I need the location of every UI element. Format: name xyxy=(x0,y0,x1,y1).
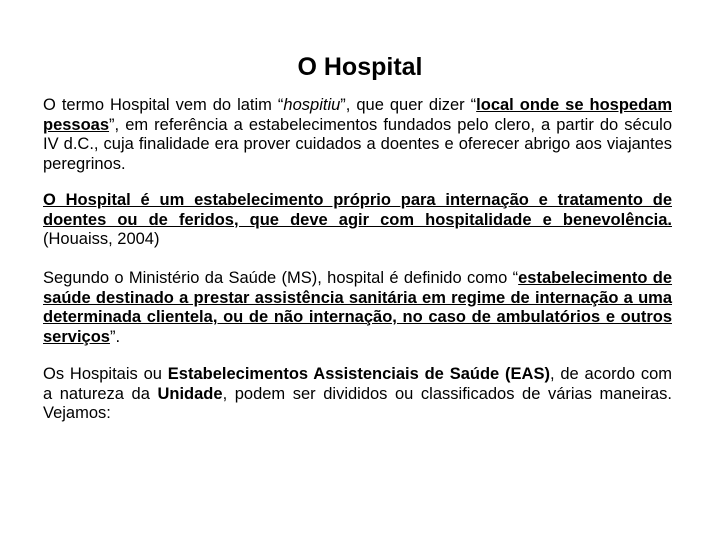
text-segment: , podem ser divididos ou classificados de várias maneiras. Vejamos: xyxy=(43,384,672,422)
text-segment: Os Hospitais ou xyxy=(43,365,168,383)
unidade-emphasis: Unidade xyxy=(157,384,223,403)
latin-term: hospitiu xyxy=(283,96,341,114)
paragraph-definition-houaiss xyxy=(43,191,672,250)
text-segment: O termo Hospital vem do latim “ xyxy=(43,96,284,114)
text-segment: ”. xyxy=(109,327,121,346)
paragraph-etymology xyxy=(43,96,672,174)
paragraph-definition-ms xyxy=(43,269,672,347)
ms-definition-emphasis: estabelecimento de saúde destinado a prestar assistência sanitária em regime de internação a uma determinada clientela, ou de não internação, no caso de ambulatórios e outros serviços xyxy=(43,269,673,346)
text-segment: ”, que quer dizer “ xyxy=(340,96,477,114)
citation: (Houaiss, 2004) xyxy=(43,230,160,248)
text-segment: , de acordo com a natureza da xyxy=(43,365,672,403)
eas-emphasis: Estabelecimentos Assistenciais de Saúde (EAS) xyxy=(167,365,550,383)
definition-emphasis: O Hospital é um estabelecimento próprio para internação e tratamento de doentes ou de feridos, que deve agir com hospitalidade e benevolência. xyxy=(43,191,672,229)
paragraph-classification xyxy=(43,365,672,424)
meaning-emphasis: local onde se hospedam pessoas xyxy=(43,96,673,134)
text-segment: Segundo o Ministério da Saúde (MS), hospital é definido como “ xyxy=(43,269,519,287)
text-segment: ”, em referência a estabelecimentos fundados pelo clero, a partir do século IV d.C., cuja finalidade era prover cuidados a doentes e oferecer abrigo aos viajantes peregrinos. xyxy=(43,115,672,173)
page-title: O Hospital xyxy=(297,53,423,81)
